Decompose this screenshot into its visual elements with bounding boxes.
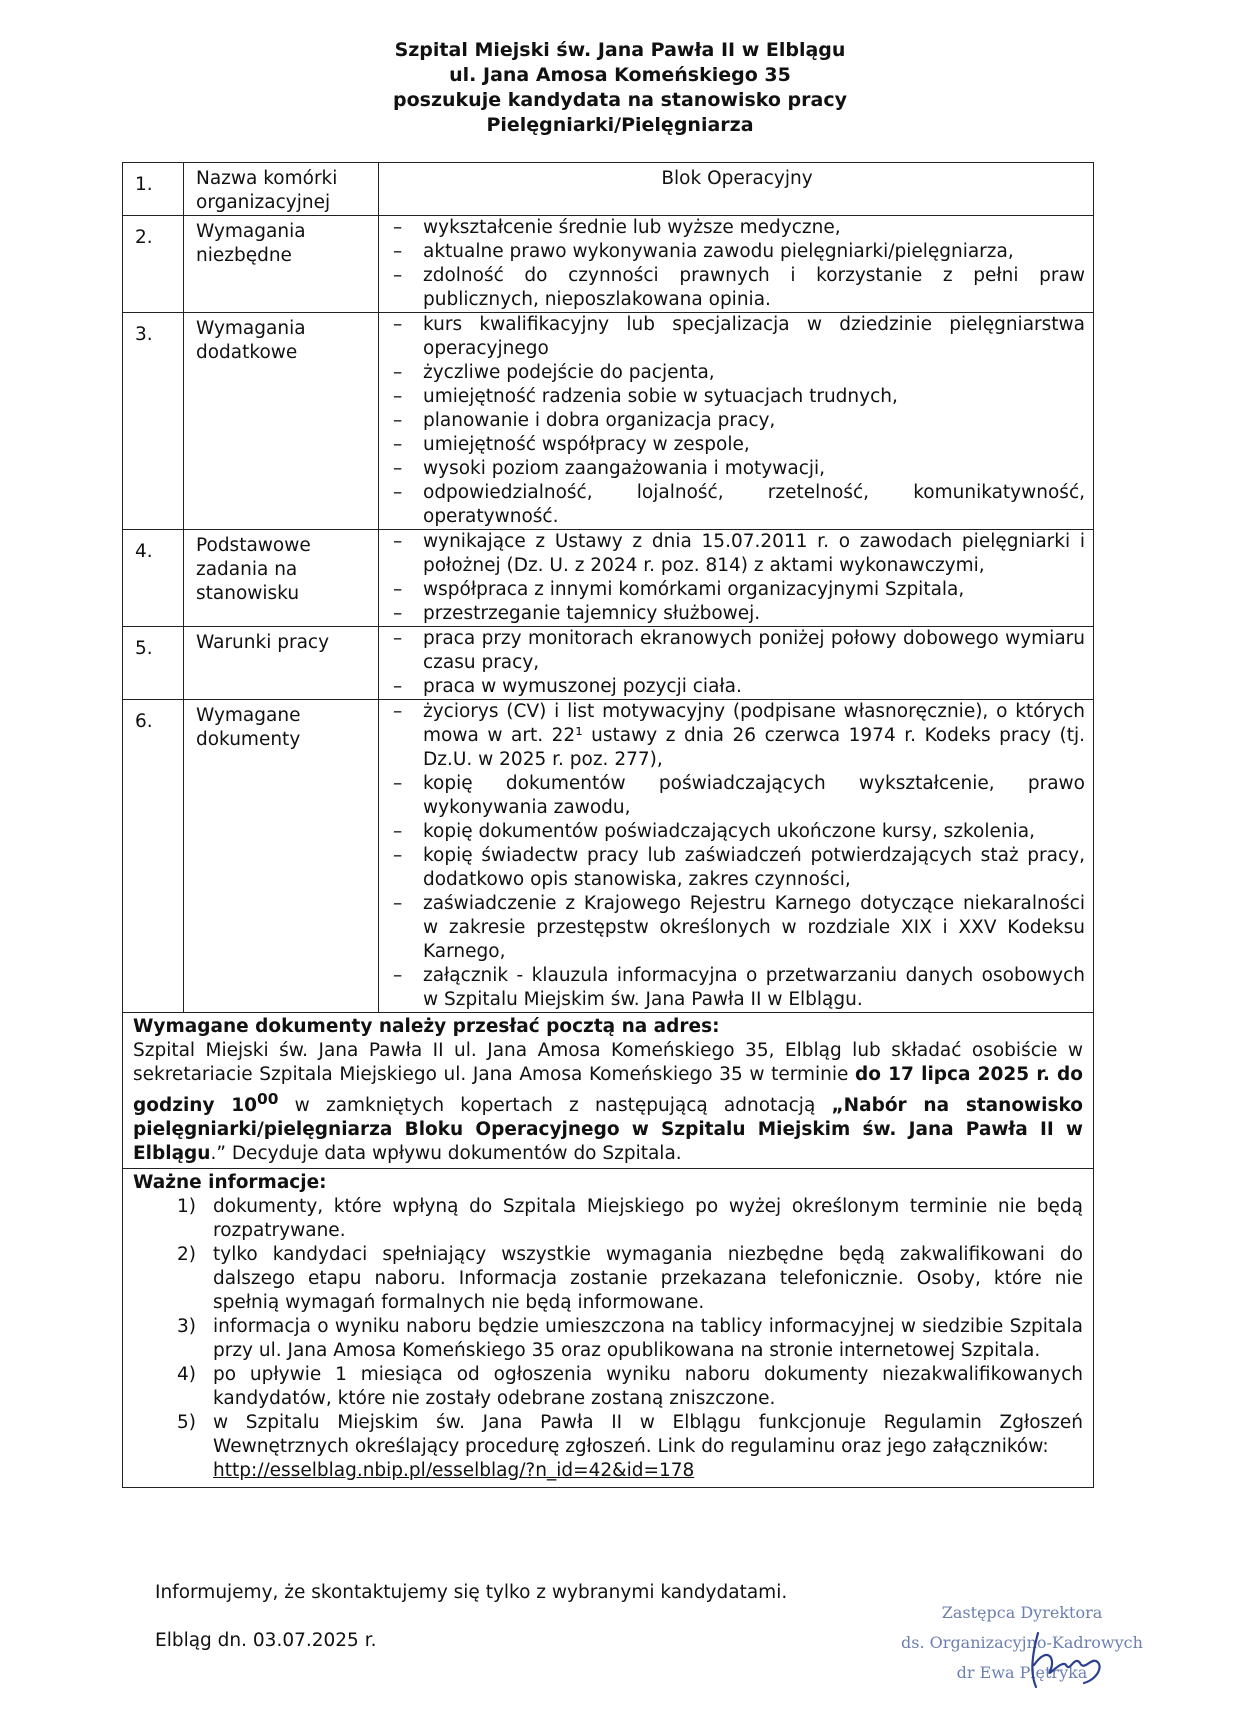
table-row (123, 530, 1094, 627)
stamp-line-dept: ds. Organizacyjno-Kadrowych (901, 1633, 1143, 1652)
table-row (123, 313, 1094, 530)
requirement-list (389, 627, 1085, 699)
list-item (133, 1315, 1083, 1363)
info-item-text: po upływie 1 miesiąca od ogłoszenia wyniku naboru dokumenty niezakwalifikowanych kandydatów, które nie zostały odebrane zostaną zniszczone. (213, 1364, 1083, 1410)
info-item-number: 4) (177, 1364, 196, 1386)
list-item: – załącznik - klauzula informacyjna o przetwarzaniu danych osobowych w Szpitalu Miejskim św. Jana Pawła II w Elblągu. (389, 964, 1085, 1012)
info-item-text: dokumenty, które wpłyną do Szpitala Miejskiego po wyżej określonym terminie nie będą rozpatrywane. (213, 1196, 1083, 1242)
handwritten-signature (1000, 1625, 1120, 1695)
unit-name: Blok Operacyjny (661, 168, 813, 189)
submission-text: Szpital Miejski św. Jana Pawła II ul. Jana Amosa Komeńskiego 35, Elbląg lub składać osobiście w sekretariacie Szpitala Miejskiego ul. Jana Amosa Komeńskiego 35 w terminie do 17 lipca 2025 r. do godziny $10^{00}$ w zamkniętych kopertach z następującą adnotacją „Nabór na stanowisko pielęgniarki/pielęgniarza Bloku Operacyjnego w Szpitalu Miejskim św. Jana Pawła II w Elblągu.” Decyduje data wpływu dokumentów do Szpitala. (133, 1040, 1084, 1165)
hospital-address: ul. Jana Amosa Komeńskiego 35 (449, 64, 791, 86)
job-offer-table (122, 162, 1094, 1488)
info-item-text: tylko kandydaci spełniający wszystkie wymagania niezbędne będą zakwalifikowani do dalszego etapu naboru. Informacja zostanie przekazana telefonicznie. Osoby, które nie spełnią wymagań formalnych nie będą informowane. (213, 1244, 1083, 1314)
list-item: – aktualne prawo wykonywania zawodu pielęgniarki/pielęgniarza, (389, 240, 1085, 264)
list-item (133, 1195, 1083, 1243)
list-item: – przestrzeganie tajemnicy służbowej. (389, 602, 1085, 626)
table-row (123, 216, 1094, 313)
requirement-list (389, 530, 1085, 626)
info-item-text: informacja o wyniku naboru będzie umieszczona na tablicy informacyjnej w siedzibie Szpitala przy ul. Jana Amosa Komeńskiego 35 oraz opublikowana na stronie internetowej Szpitala. (213, 1316, 1083, 1362)
list-item: – wykształcenie średnie lub wyższe medyczne, (389, 216, 1085, 240)
row-label: Nazwa komórki organizacyjnej (184, 163, 379, 216)
row-content (379, 627, 1094, 700)
row-content (379, 216, 1094, 313)
list-item: – wysoki poziom zaangażowania i motywacji, (389, 457, 1085, 481)
list-item: – życzliwe podejście do pacjenta, (389, 361, 1085, 385)
job-position: Pielęgniarki/Pielęgniarza (486, 114, 754, 136)
stamp-line-title: Zastępca Dyrektora (941, 1603, 1103, 1622)
list-item: – zdolność do czynności prawnych i korzystanie z pełni praw publicznych, nieposzlakowana opinia. (389, 264, 1085, 312)
list-item: – umiejętność radzenia sobie w sytuacjach trudnych, (389, 385, 1085, 409)
info-row (123, 1169, 1094, 1488)
list-item: – zaświadczenie z Krajowego Rejestru Karnego dotyczące niekaralności w zakresie przestępstw określonych w rozdziale XIX i XXV Kodeksu Karnego, (389, 892, 1085, 964)
row-label: Wymagane dokumenty (184, 700, 379, 1013)
document-header (0, 38, 1240, 138)
table-row (123, 163, 1094, 216)
submission-cell (123, 1013, 1094, 1169)
list-item: – umiejętność współpracy w zespole, (389, 433, 1085, 457)
list-item: – praca w wymuszonej pozycji ciała. (389, 675, 1085, 699)
info-heading: Ważne informacje: (133, 1172, 327, 1194)
list-item: – wynikające z Ustawy z dnia 15.07.2011 r. o zawodach pielęgniarki i położnej (Dz. U. z 2024 r. poz. 814) z aktami wykonawczymi, (389, 530, 1085, 578)
row-number: 5. (123, 627, 184, 700)
table-row (123, 627, 1094, 700)
row-content (379, 530, 1094, 627)
info-item-number: 1) (177, 1196, 196, 1218)
stamp-line-name: dr Ewa Piętryka (956, 1663, 1088, 1682)
row-content (379, 700, 1094, 1013)
info-cell (123, 1169, 1094, 1488)
row-number: 2. (123, 216, 184, 313)
row-label: Warunki pracy (184, 627, 379, 700)
row-label: Wymagania niezbędne (184, 216, 379, 313)
info-item-text: w Szpitalu Miejskim św. Jana Pawła II w Elblągu funkcjonuje Regulamin Zgłoszeń Wewnętrznych określający procedurę zgłoszeń. Link do regulaminu oraz jego załączników: (213, 1412, 1083, 1458)
info-item-number: 3) (177, 1316, 196, 1338)
submission-heading: Wymagane dokumenty należy przesłać pocztą na adres: (133, 1016, 720, 1037)
list-item (133, 1411, 1083, 1483)
requirement-list (389, 313, 1085, 529)
list-item: – współpraca z innymi komórkami organizacyjnymi Szpitala, (389, 578, 1085, 602)
submission-annotation: „Nabór na stanowisko pielęgniarki/pielęgniarza Bloku Operacyjnego w Szpitalu Miejskim św. Jana Pawła II w Elblągu (133, 1095, 1084, 1165)
row-content (379, 313, 1094, 530)
list-item: – praca przy monitorach ekranowych poniżej połowy dobowego wymiaru czasu pracy, (389, 627, 1085, 675)
submission-deadline: do 17 lipca 2025 r. do godziny $10^{00}$ (133, 1064, 1083, 1117)
regulations-link[interactable]: http://esselblag.nbip.pl/esselblag/?n_id=42&id=178 (213, 1460, 695, 1482)
row-content (379, 163, 1094, 216)
list-item: – kurs kwalifikacyjny lub specjalizacja w dziedzinie pielęgniarstwa operacyjnego (389, 313, 1085, 361)
job-offer-intro: poszukuje kandydata na stanowisko pracy (393, 89, 847, 111)
row-number: 1. (123, 163, 184, 216)
table-row (123, 700, 1094, 1013)
row-label: Podstawowe zadania na stanowisku (184, 530, 379, 627)
row-number: 4. (123, 530, 184, 627)
contact-note: Informujemy, że skontaktujemy się tylko z wybranymi kandydatami. (155, 1582, 788, 1603)
list-item: – planowanie i dobra organizacja pracy, (389, 409, 1085, 433)
row-label: Wymagania dodatkowe (184, 313, 379, 530)
requirement-list (389, 216, 1085, 312)
info-list (133, 1195, 1083, 1483)
list-item (133, 1363, 1083, 1411)
row-number: 3. (123, 313, 184, 530)
list-item: – kopię świadectw pracy lub zaświadczeń potwierdzających staż pracy, dodatkowo opis stanowiska, zakres czynności, (389, 844, 1085, 892)
list-item: – odpowiedzialność, lojalność, rzetelność, komunikatywność, operatywność. (389, 481, 1085, 529)
list-item: – kopię dokumentów poświadczających ukończone kursy, szkolenia, (389, 820, 1085, 844)
hospital-name: Szpital Miejski św. Jana Pawła II w Elblągu (394, 39, 846, 61)
list-item: – życiorys (CV) i list motywacyjny (podpisane własnoręcznie), o których mowa w art. 22¹ ustawy z dnia 26 czerwca 1974 r. Kodeks pracy (tj. Dz.U. w 2025 r. poz. 277), (389, 700, 1085, 772)
info-item-number: 2) (177, 1244, 196, 1266)
list-item (133, 1243, 1083, 1315)
submission-row (123, 1013, 1094, 1169)
list-item: – kopię dokumentów poświadczających wykształcenie, prawo wykonywania zawodu, (389, 772, 1085, 820)
info-item-number: 5) (177, 1412, 196, 1434)
requirement-list (389, 700, 1085, 1012)
row-number: 6. (123, 700, 184, 1013)
document-date: Elbląg dn. 03.07.2025 r. (155, 1630, 377, 1651)
